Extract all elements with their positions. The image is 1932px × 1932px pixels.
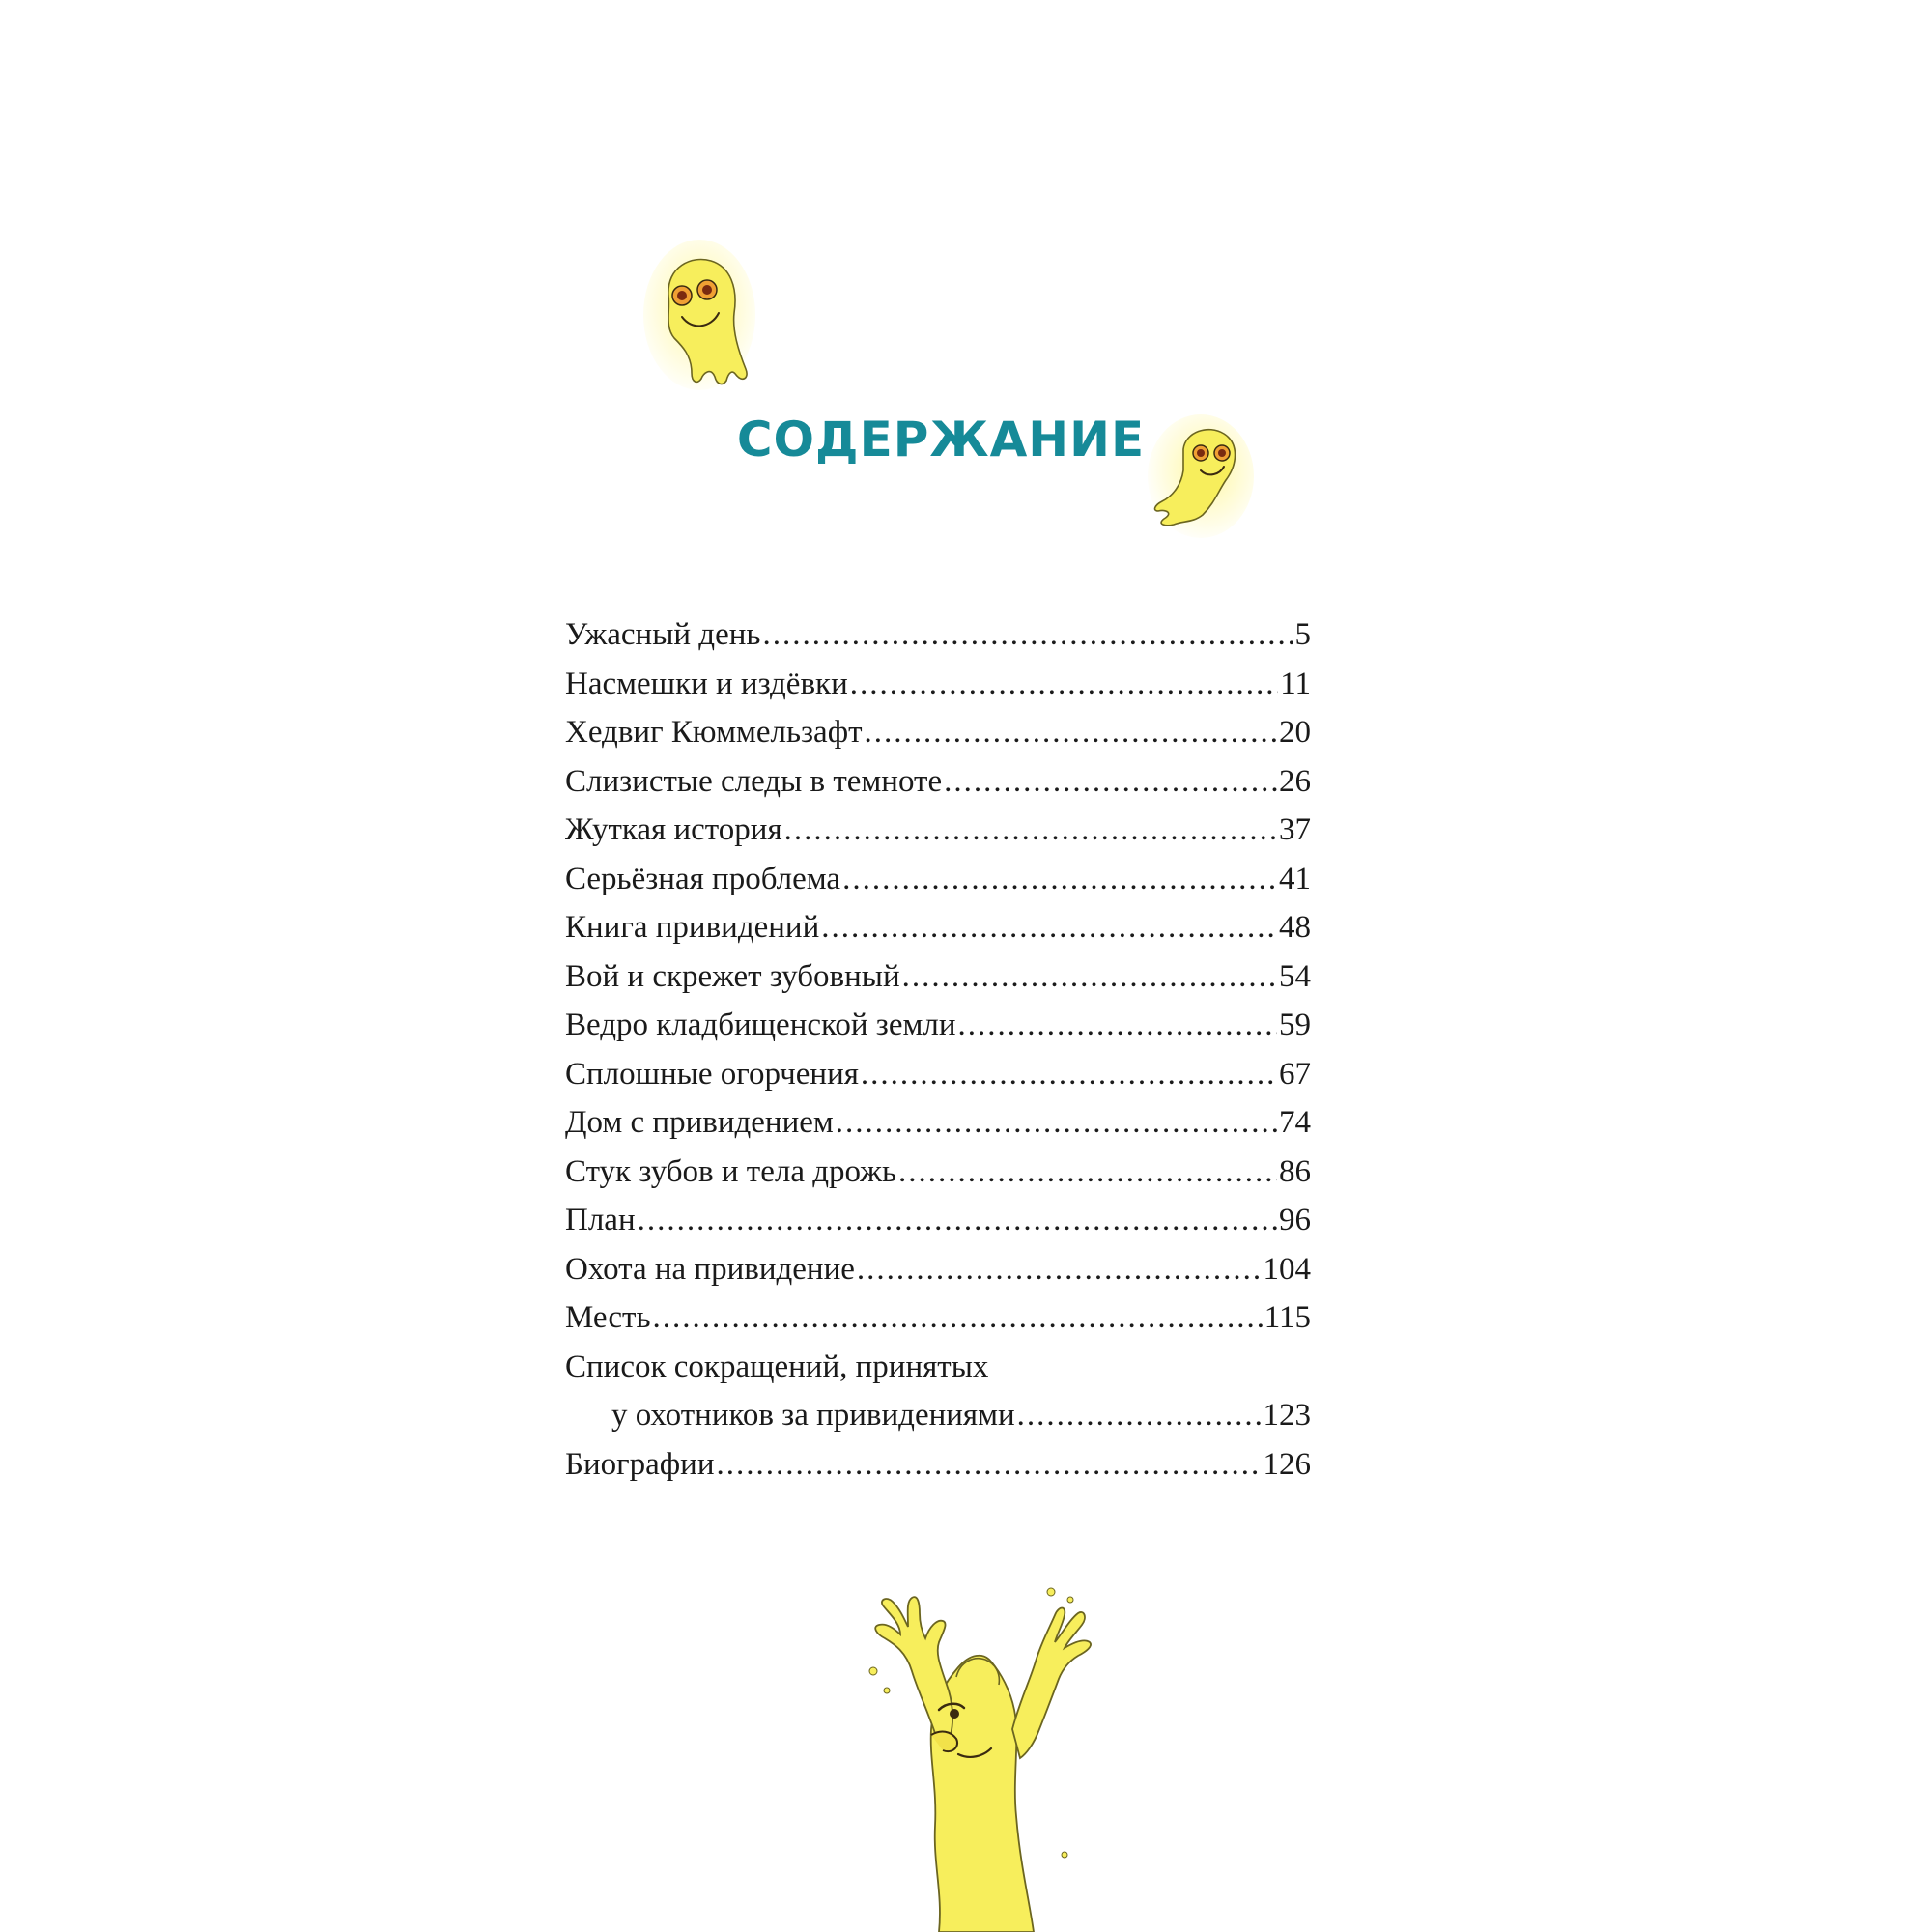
waving-ghost-icon — [850, 1584, 1101, 1932]
toc-entry-page: 59 — [1279, 1008, 1311, 1042]
toc-entry[interactable] — [565, 855, 1311, 904]
toc-entry[interactable] — [565, 757, 1311, 807]
dot-leader — [842, 855, 1277, 904]
toc-entry-title: Стук зубов и тела дрожь — [565, 1153, 897, 1189]
page-title: СОДЕРЖАНИЕ — [736, 412, 1146, 468]
toc-entry-page: 54 — [1279, 958, 1311, 994]
toc-entry-title: Ведро кладбищенской земли — [565, 1008, 956, 1042]
toc-entry-page: 11 — [1280, 666, 1311, 701]
ghost-icon — [649, 249, 755, 394]
toc-entry-title: Ужасный день — [565, 617, 761, 652]
toc-entry[interactable] — [565, 806, 1311, 855]
toc-entry-page: 67 — [1279, 1056, 1311, 1092]
dot-leader — [902, 952, 1277, 1002]
toc-entry[interactable] — [565, 1001, 1311, 1050]
toc-entry-page: 115 — [1264, 1300, 1311, 1335]
dot-leader — [944, 757, 1277, 807]
toc-entry-page: 37 — [1279, 812, 1311, 847]
toc-entry[interactable] — [565, 660, 1311, 709]
dot-leader — [784, 806, 1277, 855]
ghost-icon — [1145, 420, 1251, 536]
toc-entry[interactable] — [565, 1098, 1311, 1148]
toc-entry[interactable] — [565, 708, 1311, 757]
toc-entry-title: Охота на привидение — [565, 1251, 855, 1287]
toc-entry-title: Дом с привидением — [565, 1105, 834, 1140]
toc-entry-title: Сплошные огорчения — [565, 1056, 859, 1092]
toc-entry-page: 20 — [1279, 715, 1311, 750]
toc-entry-title: Жуткая история — [565, 812, 782, 847]
toc-entry[interactable] — [565, 1293, 1311, 1343]
table-of-contents — [565, 611, 1311, 1489]
toc-entry-title: Насмешки и издёвки — [565, 666, 848, 701]
toc-entry-page: 5 — [1294, 617, 1311, 652]
toc-entry-page: 104 — [1263, 1251, 1311, 1287]
dot-leader — [898, 1148, 1277, 1197]
dot-leader — [957, 1001, 1277, 1050]
dot-leader — [717, 1440, 1262, 1490]
toc-entry[interactable] — [565, 1196, 1311, 1245]
toc-entry-page: 123 — [1263, 1398, 1311, 1433]
toc-entry[interactable] — [565, 1148, 1311, 1197]
toc-entry-page: 26 — [1279, 763, 1311, 799]
toc-entry[interactable] — [565, 903, 1311, 952]
dot-leader — [857, 1245, 1262, 1294]
dot-leader — [865, 708, 1277, 757]
toc-entry-page: 41 — [1279, 861, 1311, 896]
dot-leader — [653, 1293, 1263, 1343]
toc-entry-title: у охотников за привидениями — [611, 1398, 1015, 1433]
toc-entry-title: Хедвиг Кюммельзафт — [565, 715, 863, 750]
toc-entry-title: Месть — [565, 1300, 651, 1335]
toc-entry[interactable] — [565, 611, 1311, 660]
dot-leader — [762, 611, 1293, 660]
dot-leader — [836, 1098, 1277, 1148]
dot-leader — [850, 660, 1278, 709]
toc-entry-title: Книга привидений — [565, 910, 820, 945]
toc-entry-page: 96 — [1279, 1203, 1311, 1237]
toc-entry-title: План — [565, 1203, 636, 1237]
dot-leader — [821, 903, 1277, 952]
toc-entry[interactable] — [565, 952, 1311, 1002]
toc-entry[interactable] — [565, 1440, 1311, 1490]
toc-entry-title: Слизистые следы в темноте — [565, 763, 943, 799]
toc-entry-title: Список сокращений, принятых — [565, 1349, 989, 1384]
toc-entry-page: 86 — [1279, 1153, 1311, 1189]
toc-entry[interactable] — [565, 1050, 1311, 1099]
dot-leader — [638, 1196, 1277, 1245]
toc-entry-multiline-first[interactable] — [565, 1343, 1311, 1392]
dot-leader — [861, 1050, 1277, 1099]
toc-entry-page: 48 — [1279, 910, 1311, 945]
toc-entry-title: Биографии — [565, 1446, 715, 1482]
toc-entry-page: 126 — [1263, 1446, 1311, 1482]
toc-entry-title: Серьёзная проблема — [565, 861, 841, 896]
toc-entry[interactable] — [565, 1245, 1311, 1294]
toc-entry-page: 74 — [1279, 1105, 1311, 1140]
toc-entry-multiline-second[interactable] — [565, 1391, 1311, 1440]
dot-leader — [1017, 1391, 1262, 1440]
toc-entry-title: Вой и скрежет зубовный — [565, 958, 900, 994]
